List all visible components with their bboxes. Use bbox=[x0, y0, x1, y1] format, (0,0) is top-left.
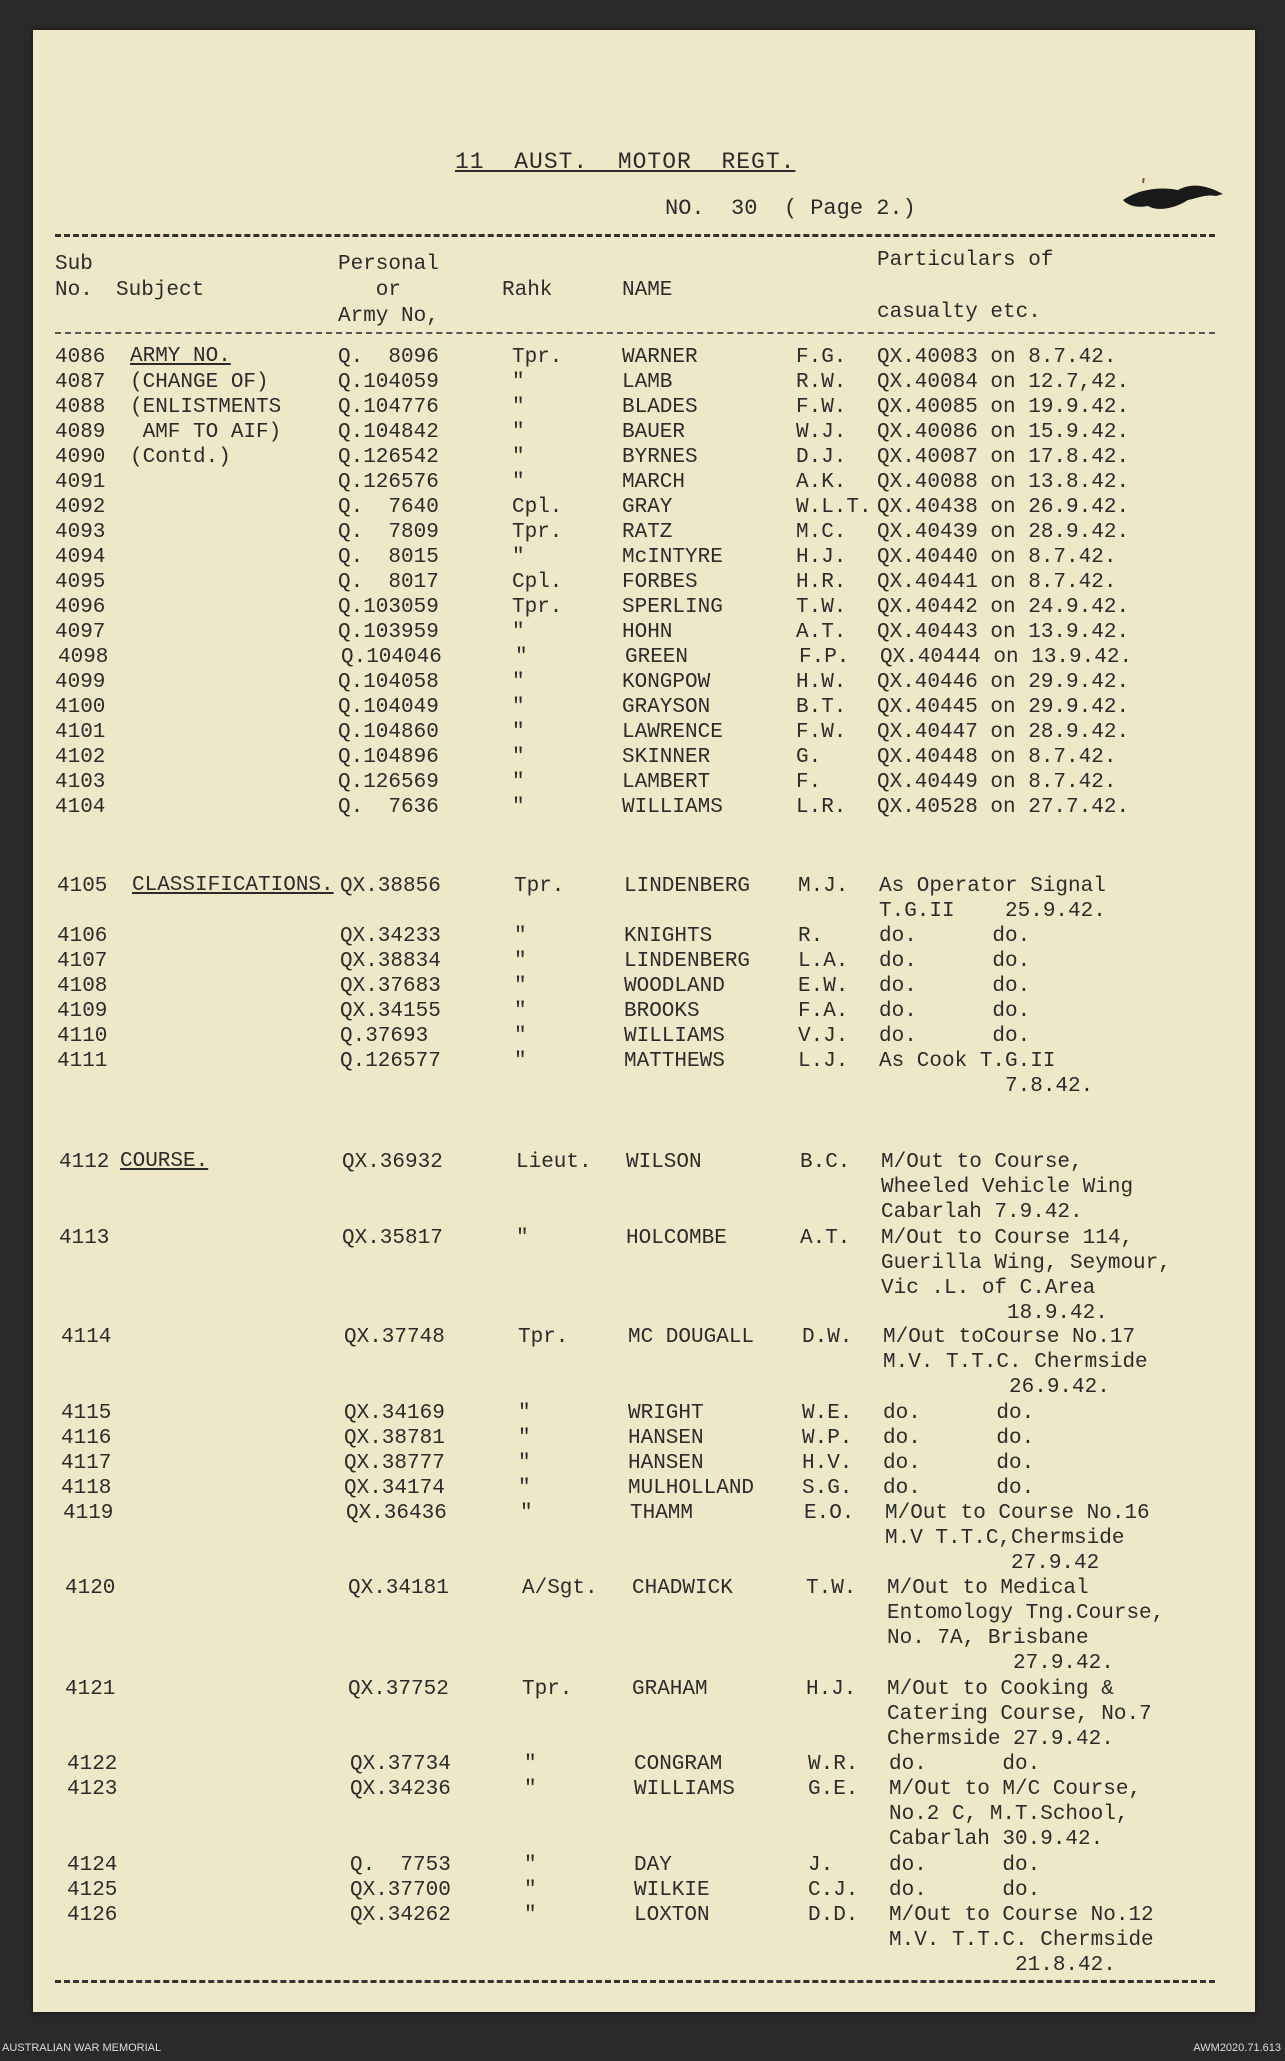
row-personal-no: Q.103059 bbox=[338, 596, 439, 619]
row-initials: J. bbox=[808, 1854, 834, 1877]
col-header-subject: Subject bbox=[116, 279, 205, 302]
row-name: MC DOUGALL bbox=[628, 1326, 755, 1349]
row-initials: F.G. bbox=[796, 346, 847, 369]
row-name: WILSON bbox=[626, 1151, 702, 1174]
row-personal-no: Q.126542 bbox=[338, 446, 439, 469]
row-sub-no: 4089 bbox=[55, 421, 106, 444]
row-sub-no: 4121 bbox=[65, 1678, 116, 1701]
row-particulars: Guerilla Wing, Seymour, bbox=[881, 1252, 1171, 1275]
row-particulars: QX.40528 on 27.7.42. bbox=[877, 796, 1130, 819]
row-initials: D.D. bbox=[808, 1904, 859, 1927]
row-particulars: QX.40448 on 8.7.42. bbox=[877, 746, 1117, 769]
row-sub-no: 4096 bbox=[55, 596, 106, 619]
row-personal-no: QX.34174 bbox=[344, 1477, 445, 1500]
row-sub-no: 4102 bbox=[55, 746, 106, 769]
row-rank: " bbox=[524, 1778, 537, 1801]
row-personal-no: Q. 8015 bbox=[338, 546, 439, 569]
row-name: SPERLING bbox=[622, 596, 723, 619]
row-particulars: Chermside 27.9.42. bbox=[887, 1728, 1114, 1751]
divider-top bbox=[55, 234, 1215, 237]
section-note: (Contd.) bbox=[130, 446, 231, 469]
row-initials: B.T. bbox=[796, 696, 847, 719]
divider-header bbox=[55, 332, 1215, 334]
row-initials: A.K. bbox=[796, 471, 847, 494]
row-name: BLADES bbox=[622, 396, 698, 419]
row-personal-no: Q.104896 bbox=[338, 746, 439, 769]
row-particulars: M/Out to Course No.12 bbox=[889, 1904, 1154, 1927]
document-subtitle: NO. 30 ( Page 2.) bbox=[665, 196, 916, 221]
row-sub-no: 4094 bbox=[55, 546, 106, 569]
row-initials: L.J. bbox=[798, 1050, 849, 1073]
row-particulars: M/Out to Course 114, bbox=[881, 1227, 1134, 1250]
row-personal-no: Q.104059 bbox=[338, 371, 439, 394]
row-rank: " bbox=[512, 621, 525, 644]
row-particulars: QX.40444 on 13.9.42. bbox=[880, 646, 1133, 669]
row-sub-no: 4101 bbox=[55, 721, 106, 744]
row-personal-no: QX.34181 bbox=[348, 1577, 449, 1600]
row-particulars: do. do. bbox=[889, 1854, 1041, 1877]
row-particulars: do. do. bbox=[879, 975, 1031, 998]
row-name: MATTHEWS bbox=[624, 1050, 725, 1073]
row-particulars: do. do. bbox=[889, 1879, 1041, 1902]
row-particulars: do. do. bbox=[883, 1427, 1035, 1450]
row-particulars: QX.40085 on 19.9.42. bbox=[877, 396, 1130, 419]
row-particulars: 7.8.42. bbox=[879, 1075, 1094, 1098]
row-particulars: do. do. bbox=[879, 1025, 1031, 1048]
row-sub-no: 4095 bbox=[55, 571, 106, 594]
row-rank: " bbox=[512, 421, 525, 444]
col-header-name: NAME bbox=[622, 279, 673, 302]
row-initials: W.E. bbox=[802, 1402, 853, 1425]
row-rank: " bbox=[524, 1854, 537, 1877]
row-initials: H.J. bbox=[796, 546, 847, 569]
row-particulars: QX.40447 on 28.9.42. bbox=[877, 721, 1130, 744]
row-sub-no: 4100 bbox=[55, 696, 106, 719]
row-sub-no: 4103 bbox=[55, 771, 106, 794]
row-rank: " bbox=[516, 1227, 529, 1250]
row-particulars: No.2 C, M.T.School, bbox=[889, 1803, 1129, 1826]
row-sub-no: 4097 bbox=[55, 621, 106, 644]
row-sub-no: 4124 bbox=[67, 1854, 118, 1877]
row-personal-no: Q.104842 bbox=[338, 421, 439, 444]
row-personal-no: QX.37683 bbox=[340, 975, 441, 998]
row-particulars: M.V T.T.C,Chermside bbox=[885, 1527, 1125, 1550]
row-particulars: do. do. bbox=[883, 1477, 1035, 1500]
row-initials: G.E. bbox=[808, 1778, 859, 1801]
col-header-personal-no: Personal or Army No, bbox=[338, 253, 439, 328]
row-name: GRAHAM bbox=[632, 1678, 708, 1701]
ink-blot-icon bbox=[1118, 178, 1228, 218]
row-particulars: Cabarlah 7.9.42. bbox=[881, 1201, 1083, 1224]
row-name: CHADWICK bbox=[632, 1577, 733, 1600]
row-sub-no: 4087 bbox=[55, 371, 106, 394]
row-personal-no: QX.38834 bbox=[340, 950, 441, 973]
row-rank: Cpl. bbox=[512, 496, 563, 519]
row-initials: G. bbox=[796, 746, 822, 769]
row-personal-no: QX.34233 bbox=[340, 925, 441, 948]
row-name: RATZ bbox=[622, 521, 673, 544]
row-particulars: Wheeled Vehicle Wing bbox=[881, 1176, 1134, 1199]
row-name: CONGRAM bbox=[634, 1753, 723, 1776]
row-particulars: do. do. bbox=[889, 1753, 1041, 1776]
row-name: McINTYRE bbox=[622, 546, 723, 569]
row-initials: W.L.T. bbox=[796, 496, 872, 519]
row-rank: A/Sgt. bbox=[522, 1577, 598, 1600]
row-rank: " bbox=[524, 1753, 537, 1776]
row-personal-no: QX.34169 bbox=[344, 1402, 445, 1425]
row-particulars: 18.9.42. bbox=[881, 1302, 1108, 1325]
row-initials: F.P. bbox=[799, 646, 850, 669]
section-note: AMF TO AIF) bbox=[130, 421, 282, 444]
row-name: MARCH bbox=[622, 471, 686, 494]
row-sub-no: 4126 bbox=[67, 1904, 118, 1927]
row-rank: " bbox=[524, 1879, 537, 1902]
row-personal-no: QX.37752 bbox=[348, 1678, 449, 1701]
divider-bottom bbox=[55, 1980, 1215, 1983]
row-sub-no: 4093 bbox=[55, 521, 106, 544]
row-name: SKINNER bbox=[622, 746, 711, 769]
row-rank: Tpr. bbox=[514, 875, 565, 898]
row-particulars: QX.40439 on 28.9.42. bbox=[877, 521, 1130, 544]
row-personal-no: QX.37700 bbox=[350, 1879, 451, 1902]
row-rank: Tpr. bbox=[512, 346, 563, 369]
section-note: (CHANGE OF) bbox=[130, 371, 269, 394]
row-rank: " bbox=[518, 1427, 531, 1450]
row-initials: B.C. bbox=[800, 1151, 851, 1174]
row-rank: " bbox=[515, 646, 528, 669]
row-rank: " bbox=[514, 1025, 527, 1048]
row-name: LOXTON bbox=[634, 1904, 710, 1927]
section-course: COURSE. bbox=[120, 1150, 209, 1173]
row-initials: T.W. bbox=[796, 596, 847, 619]
row-rank: " bbox=[512, 396, 525, 419]
row-particulars: M/Out to Course No.16 bbox=[885, 1502, 1150, 1525]
row-personal-no: Q.126569 bbox=[338, 771, 439, 794]
row-rank: Lieut. bbox=[516, 1151, 592, 1174]
row-particulars: Cabarlah 30.9.42. bbox=[889, 1828, 1104, 1851]
row-particulars: QX.40084 on 12.7,42. bbox=[877, 371, 1130, 394]
row-particulars: 26.9.42. bbox=[883, 1376, 1110, 1399]
row-sub-no: 4098 bbox=[58, 646, 109, 669]
row-sub-no: 4108 bbox=[57, 975, 108, 998]
row-initials: D.J. bbox=[796, 446, 847, 469]
row-particulars: M/Out to Cooking & bbox=[887, 1678, 1114, 1701]
row-sub-no: 4092 bbox=[55, 496, 106, 519]
row-particulars: No. 7A, Brisbane bbox=[887, 1627, 1089, 1650]
row-name: HANSEN bbox=[628, 1427, 704, 1450]
row-name: MULHOLLAND bbox=[628, 1477, 755, 1500]
row-personal-no: Q. 8096 bbox=[338, 346, 439, 369]
row-initials: L.R. bbox=[796, 796, 847, 819]
row-personal-no: QX.37748 bbox=[344, 1326, 445, 1349]
row-personal-no: Q.103959 bbox=[338, 621, 439, 644]
row-personal-no: Q.126577 bbox=[340, 1050, 441, 1073]
row-sub-no: 4091 bbox=[55, 471, 106, 494]
row-personal-no: QX.36932 bbox=[342, 1151, 443, 1174]
row-name: LINDENBERG bbox=[624, 950, 751, 973]
row-particulars: M.V. T.T.C. Chermside bbox=[889, 1929, 1154, 1952]
row-name: THAMM bbox=[630, 1502, 694, 1525]
row-initials: R. bbox=[798, 925, 824, 948]
row-name: GREEN bbox=[625, 646, 689, 669]
row-particulars: QX.40442 on 24.9.42. bbox=[877, 596, 1130, 619]
row-rank: " bbox=[514, 950, 527, 973]
row-particulars: QX.40443 on 13.9.42. bbox=[877, 621, 1130, 644]
row-sub-no: 4122 bbox=[67, 1753, 118, 1776]
col-header-particulars: Particulars of casualty etc. bbox=[877, 249, 1054, 324]
row-rank: " bbox=[514, 925, 527, 948]
row-personal-no: Q. 7753 bbox=[350, 1854, 451, 1877]
row-particulars: Catering Course, No.7 bbox=[887, 1703, 1152, 1726]
row-initials: F.A. bbox=[798, 1000, 849, 1023]
row-personal-no: QX.38781 bbox=[344, 1427, 445, 1450]
footer-left: AUSTRALIAN WAR MEMORIAL bbox=[2, 2042, 162, 2054]
row-particulars: M/Out toCourse No.17 bbox=[883, 1326, 1136, 1349]
row-rank: Tpr. bbox=[512, 521, 563, 544]
row-rank: " bbox=[512, 546, 525, 569]
row-initials: A.T. bbox=[800, 1227, 851, 1250]
row-particulars: As Operator Signal bbox=[879, 875, 1106, 898]
row-name: KNIGHTS bbox=[624, 925, 713, 948]
row-rank: Tpr. bbox=[518, 1326, 569, 1349]
row-name: WILLIAMS bbox=[634, 1778, 735, 1801]
row-particulars: do. do. bbox=[879, 925, 1031, 948]
row-particulars: 21.8.42. bbox=[889, 1954, 1116, 1977]
row-rank: " bbox=[512, 721, 525, 744]
row-name: WRIGHT bbox=[628, 1402, 704, 1425]
row-rank: " bbox=[518, 1452, 531, 1475]
row-name: HOHN bbox=[622, 621, 673, 644]
row-initials: E.O. bbox=[804, 1502, 855, 1525]
section-army-no: ARMY NO. bbox=[130, 345, 231, 368]
row-rank: Tpr. bbox=[512, 596, 563, 619]
row-particulars: Entomology Tng.Course, bbox=[887, 1602, 1165, 1625]
row-sub-no: 4107 bbox=[57, 950, 108, 973]
row-particulars: do. do. bbox=[883, 1452, 1035, 1475]
row-sub-no: 4104 bbox=[55, 796, 106, 819]
row-particulars: M.V. T.T.C. Chermside bbox=[883, 1351, 1148, 1374]
row-particulars: QX.40445 on 29.9.42. bbox=[877, 696, 1130, 719]
row-rank: " bbox=[520, 1502, 533, 1525]
row-personal-no: QX.34236 bbox=[350, 1778, 451, 1801]
row-sub-no: 4109 bbox=[57, 1000, 108, 1023]
row-sub-no: 4123 bbox=[67, 1778, 118, 1801]
row-name: WILLIAMS bbox=[624, 1025, 725, 1048]
row-rank: Tpr. bbox=[522, 1678, 573, 1701]
row-sub-no: 4125 bbox=[67, 1879, 118, 1902]
row-particulars: As Cook T.G.II bbox=[879, 1050, 1056, 1073]
row-initials: H.V. bbox=[802, 1452, 853, 1475]
row-personal-no: QX.37734 bbox=[350, 1753, 451, 1776]
row-personal-no: Q. 7636 bbox=[338, 796, 439, 819]
row-sub-no: 4119 bbox=[63, 1502, 114, 1525]
row-sub-no: 4120 bbox=[65, 1577, 116, 1600]
row-initials: R.W. bbox=[796, 371, 847, 394]
col-header-sub-no: Sub No. bbox=[55, 253, 93, 302]
row-initials: E.W. bbox=[798, 975, 849, 998]
row-particulars: QX.40086 on 15.9.42. bbox=[877, 421, 1130, 444]
row-sub-no: 4115 bbox=[61, 1402, 112, 1425]
row-sub-no: 4099 bbox=[55, 671, 106, 694]
row-particulars: do. do. bbox=[883, 1402, 1035, 1425]
row-personal-no: QX.38777 bbox=[344, 1452, 445, 1475]
row-rank: " bbox=[524, 1904, 537, 1927]
row-rank: " bbox=[512, 446, 525, 469]
row-particulars: T.G.II 25.9.42. bbox=[879, 900, 1106, 923]
row-sub-no: 4117 bbox=[61, 1452, 112, 1475]
row-particulars: M/Out to Course, bbox=[881, 1151, 1083, 1174]
row-initials: W.J. bbox=[796, 421, 847, 444]
row-personal-no: Q. 7640 bbox=[338, 496, 439, 519]
row-personal-no: Q.37693 bbox=[340, 1025, 429, 1048]
row-particulars: M/Out to Medical bbox=[887, 1577, 1089, 1600]
row-sub-no: 4118 bbox=[61, 1477, 112, 1500]
row-name: BAUER bbox=[622, 421, 686, 444]
row-sub-no: 4106 bbox=[57, 925, 108, 948]
row-sub-no: 4116 bbox=[61, 1427, 112, 1450]
row-initials: M.J. bbox=[798, 875, 849, 898]
row-particulars: QX.40446 on 29.9.42. bbox=[877, 671, 1130, 694]
row-rank: " bbox=[512, 746, 525, 769]
row-sub-no: 4113 bbox=[59, 1227, 110, 1250]
row-initials: V.J. bbox=[798, 1025, 849, 1048]
row-rank: Cpl. bbox=[512, 571, 563, 594]
row-initials: F.W. bbox=[796, 396, 847, 419]
row-personal-no: Q.104058 bbox=[338, 671, 439, 694]
row-initials: W.R. bbox=[808, 1753, 859, 1776]
row-sub-no: 4090 bbox=[55, 446, 106, 469]
row-initials: H.J. bbox=[806, 1678, 857, 1701]
row-name: LAMBERT bbox=[622, 771, 711, 794]
row-name: WARNER bbox=[622, 346, 698, 369]
row-name: LINDENBERG bbox=[624, 875, 751, 898]
row-name: BROOKS bbox=[624, 1000, 700, 1023]
row-initials: F. bbox=[796, 771, 822, 794]
row-sub-no: 4086 bbox=[55, 346, 106, 369]
document-title: 11 AUST. MOTOR REGT. bbox=[455, 149, 796, 175]
row-initials: A.T. bbox=[796, 621, 847, 644]
row-name: LAWRENCE bbox=[622, 721, 723, 744]
row-initials: H.R. bbox=[796, 571, 847, 594]
section-note: (ENLISTMENTS bbox=[130, 396, 282, 419]
row-rank: " bbox=[514, 975, 527, 998]
row-rank: " bbox=[514, 1050, 527, 1073]
row-sub-no: 4114 bbox=[61, 1326, 112, 1349]
row-name: HOLCOMBE bbox=[626, 1227, 727, 1250]
row-rank: " bbox=[512, 671, 525, 694]
row-particulars: 27.9.42 bbox=[885, 1552, 1100, 1575]
row-sub-no: 4111 bbox=[57, 1050, 108, 1073]
row-personal-no: Q.126576 bbox=[338, 471, 439, 494]
row-initials: M.C. bbox=[796, 521, 847, 544]
row-particulars: do. do. bbox=[879, 950, 1031, 973]
row-rank: " bbox=[512, 771, 525, 794]
row-particulars: QX.40438 on 26.9.42. bbox=[877, 496, 1130, 519]
row-name: WOODLAND bbox=[624, 975, 725, 998]
row-personal-no: QX.35817 bbox=[342, 1227, 443, 1250]
row-particulars: Vic .L. of C.Area bbox=[881, 1277, 1096, 1300]
row-initials: S.G. bbox=[802, 1477, 853, 1500]
row-personal-no: Q.104776 bbox=[338, 396, 439, 419]
row-personal-no: QX.38856 bbox=[340, 875, 441, 898]
row-name: WILLIAMS bbox=[622, 796, 723, 819]
row-name: HANSEN bbox=[628, 1452, 704, 1475]
col-header-rank: Rahk bbox=[502, 279, 553, 302]
row-personal-no: Q. 8017 bbox=[338, 571, 439, 594]
row-sub-no: 4105 bbox=[57, 875, 108, 898]
row-particulars: 27.9.42. bbox=[887, 1652, 1114, 1675]
row-initials: T.W. bbox=[806, 1577, 857, 1600]
row-initials: F.W. bbox=[796, 721, 847, 744]
row-personal-no: Q.104049 bbox=[338, 696, 439, 719]
row-sub-no: 4088 bbox=[55, 396, 106, 419]
row-initials: W.P. bbox=[802, 1427, 853, 1450]
row-initials: D.W. bbox=[802, 1326, 853, 1349]
row-particulars: QX.40083 on 8.7.42. bbox=[877, 346, 1117, 369]
row-initials: H.W. bbox=[796, 671, 847, 694]
row-rank: " bbox=[514, 1000, 527, 1023]
row-sub-no: 4112 bbox=[59, 1151, 110, 1174]
row-initials: C.J. bbox=[808, 1879, 859, 1902]
row-personal-no: Q.104860 bbox=[338, 721, 439, 744]
row-name: KONGPOW bbox=[622, 671, 711, 694]
row-personal-no: QX.34155 bbox=[340, 1000, 441, 1023]
row-name: DAY bbox=[634, 1854, 672, 1877]
row-personal-no: QX.36436 bbox=[346, 1502, 447, 1525]
row-name: GRAY bbox=[622, 496, 673, 519]
row-particulars: QX.40441 on 8.7.42. bbox=[877, 571, 1117, 594]
row-particulars: QX.40440 on 8.7.42. bbox=[877, 546, 1117, 569]
row-personal-no: Q.104046 bbox=[341, 646, 442, 669]
row-name: LAMB bbox=[622, 371, 673, 394]
row-rank: " bbox=[512, 471, 525, 494]
row-rank: " bbox=[518, 1402, 531, 1425]
row-rank: " bbox=[518, 1477, 531, 1500]
row-name: BYRNES bbox=[622, 446, 698, 469]
row-sub-no: 4110 bbox=[57, 1025, 108, 1048]
row-rank: " bbox=[512, 796, 525, 819]
row-name: WILKIE bbox=[634, 1879, 710, 1902]
footer-right: AWM2020.71.613 bbox=[1193, 2042, 1281, 2054]
row-name: FORBES bbox=[622, 571, 698, 594]
row-initials: L.A. bbox=[798, 950, 849, 973]
row-personal-no: QX.34262 bbox=[350, 1904, 451, 1927]
row-personal-no: Q. 7809 bbox=[338, 521, 439, 544]
row-particulars: QX.40088 on 13.8.42. bbox=[877, 471, 1130, 494]
row-rank: " bbox=[512, 371, 525, 394]
row-particulars: M/Out to M/C Course, bbox=[889, 1778, 1142, 1801]
row-rank: " bbox=[512, 696, 525, 719]
row-particulars: do. do. bbox=[879, 1000, 1031, 1023]
section-classifications: CLASSIFICATIONS. bbox=[132, 874, 334, 897]
row-name: GRAYSON bbox=[622, 696, 711, 719]
row-particulars: QX.40449 on 8.7.42. bbox=[877, 771, 1117, 794]
row-particulars: QX.40087 on 17.8.42. bbox=[877, 446, 1130, 469]
